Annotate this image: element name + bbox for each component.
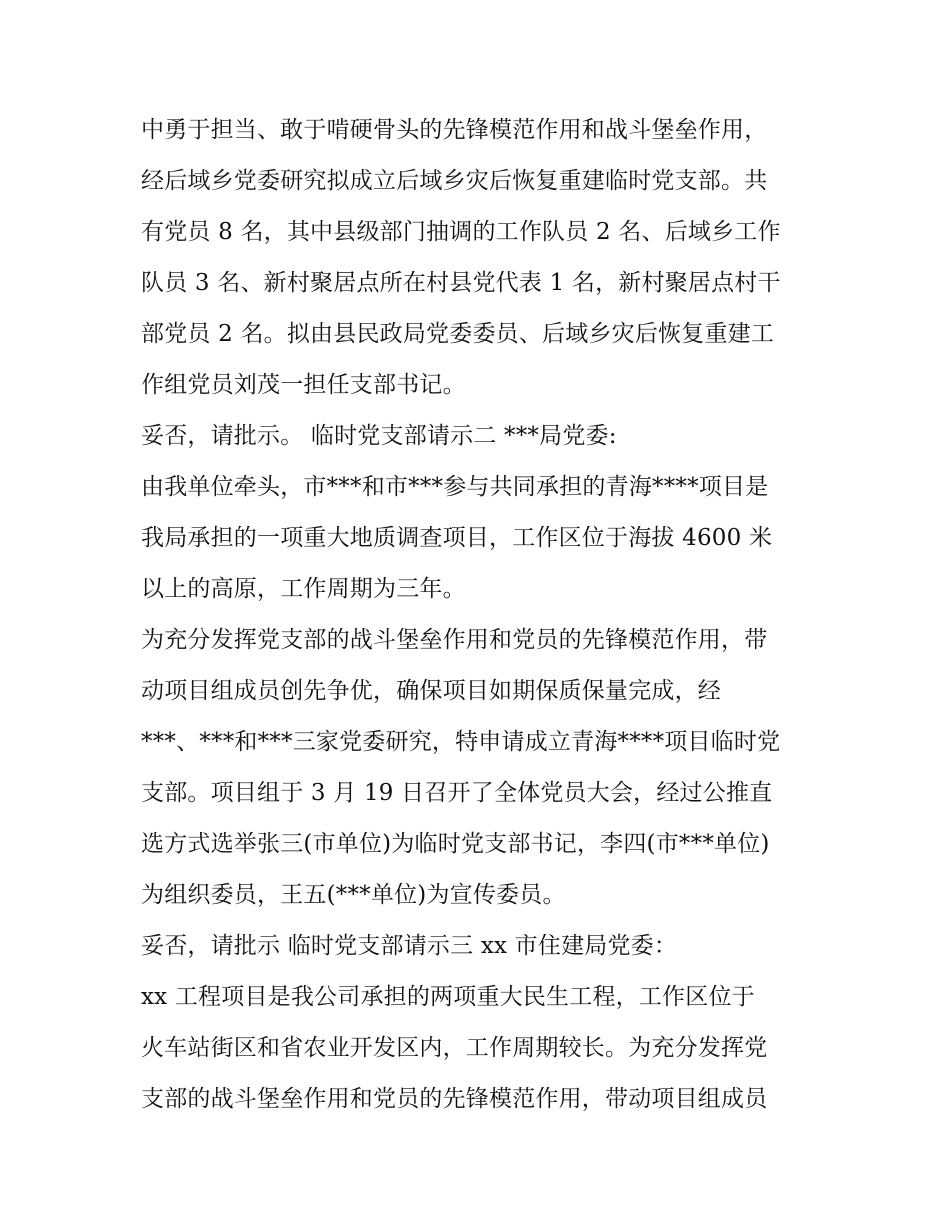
text-line: 选方式选举张三(市单位)为临时党支部书记，李四(市***单位) (141, 831, 770, 857)
text-line: 队员 3 名、新村聚居点所在村县党代表 1 名，新村聚居点村干 (141, 270, 781, 296)
text-line: 作组党员刘茂一担任支部书记。 (141, 372, 466, 398)
text-line: 我局承担的一项重大地质调查项目，工作区位于海拔 4600 米 (141, 525, 773, 551)
text-line: 部党员 2 名。拟由县民政局党委委员、后域乡灾后恢复重建工 (141, 321, 775, 347)
text-line: xx 工程项目是我公司承担的两项重大民生工程，工作区位于 (141, 984, 755, 1010)
text-line: 动项目组成员创先争优，确保项目如期保质保量完成，经 (141, 678, 721, 704)
text-line: 支部。项目组于 3 月 19 日召开了全体党员大会，经过公推直 (141, 780, 773, 806)
text-line: 以上的高原，工作周期为三年。 (141, 576, 466, 602)
document-body (141, 105, 821, 1125)
text-line: 经后域乡党委研究拟成立后域乡灾后恢复重建临时党支部。共 (141, 168, 768, 194)
text-line: 有党员 8 名，其中县级部门抽调的工作队员 2 名、后域乡工作 (141, 219, 781, 245)
text-line: 火车站街区和省农业开发区内，工作周期较长。为充分发挥党 (141, 1035, 768, 1061)
text-line: 支部的战斗堡垒作用和党员的先锋模范作用，带动项目组成员 (141, 1086, 768, 1112)
text-line: 妥否，请批示 临时党支部请示三 xx 市住建局党委： (141, 933, 678, 959)
text-line: 为充分发挥党支部的战斗堡垒作用和党员的先锋模范作用，带 (141, 627, 768, 653)
text-line: 中勇于担当、敢于啃硬骨头的先锋模范作用和战斗堡垒作用， (141, 117, 768, 143)
text-line: 为组织委员，王五(***单位)为宣传委员。 (141, 882, 566, 908)
text-line: ***、***和***三家党委研究，特申请成立青海****项目临时党 (141, 729, 781, 755)
text-line: 妥否，请批示。 临时党支部请示二 ***局党委: (141, 423, 617, 449)
text-line: 由我单位牵头，市***和市***参与共同承担的青海****项目是 (141, 474, 769, 500)
